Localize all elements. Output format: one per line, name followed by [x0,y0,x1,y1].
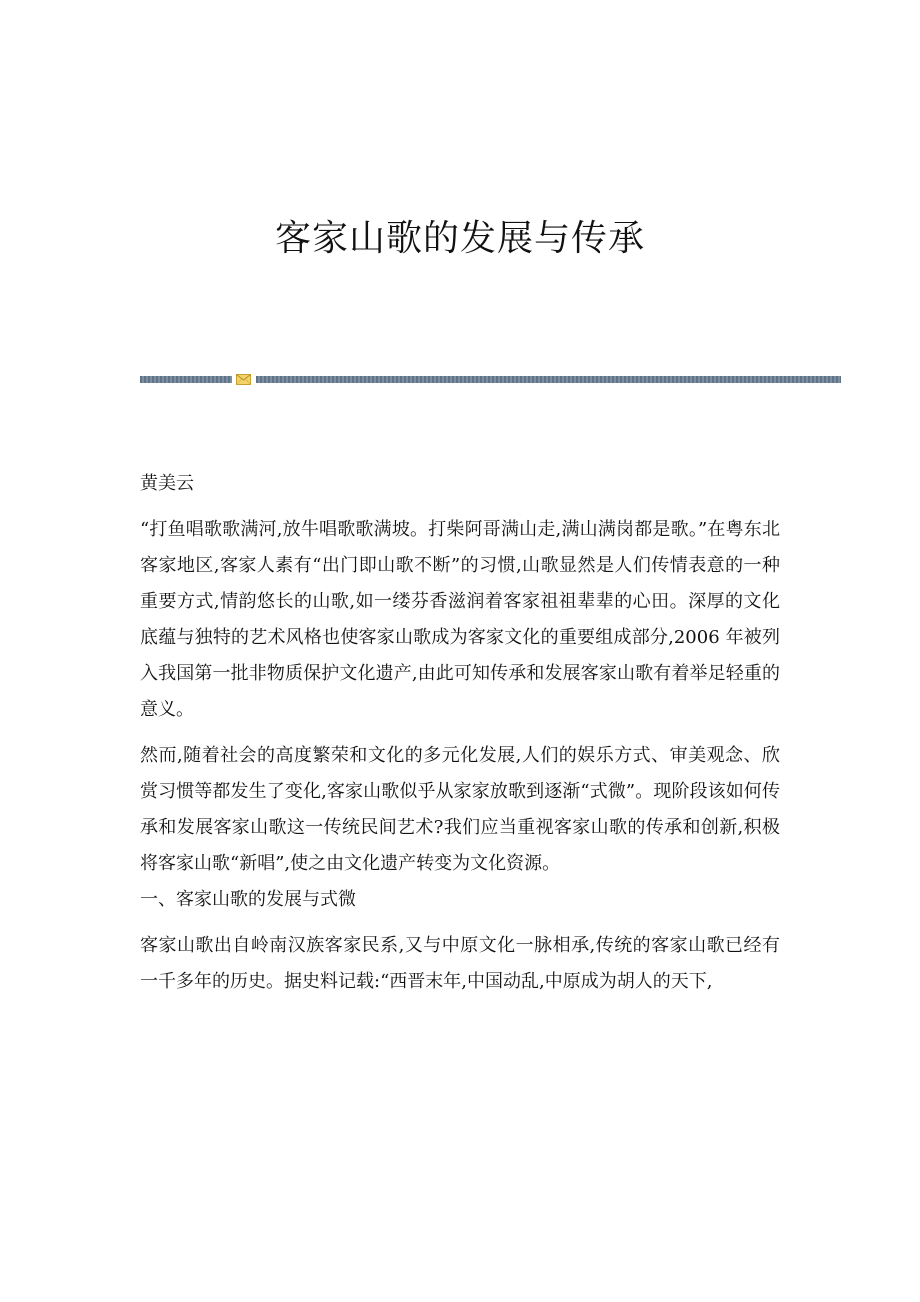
divider-bar-left [140,376,232,383]
title-divider [140,374,841,386]
paragraph-intro: “打鱼唱歌歌满河,放牛唱歌歌满坡。打柴阿哥满山走,满山满岗都是歌。”在粤东北客家地区,客家人素有“出门即山歌不断”的习惯,山歌显然是人们传情表意的一种重要方式,情韵悠长的山歌,如一缕芬香滋润着客家祖祖辈辈的心田。深厚的文化底蕴与独特的艺术风格也使客家山歌成为客家文化的重要组成部分,2006 年被列入我国第一批非物质保护文化遗产,由此可知传承和发展客家山歌有着举足轻重的意义。 [140,519,780,720]
page-title: 客家山歌的发展与传承 [274,218,645,259]
section-heading: 一、客家山歌的发展与式微 [140,889,356,910]
envelope-icon [236,374,251,385]
paragraph-section-one: 客家山歌出自岭南汉族客家民系,又与中原文化一脉相承,传统的客家山歌已经有一千多年的历史。据史料记载:“西晋末年,中国动乱,中原成为胡人的天下, [140,935,780,992]
paragraph-decline: 然而,随着社会的高度繁荣和文化的多元化发展,人们的娱乐方式、审美观念、欣赏习惯等都发生了变化,客家山歌似乎从家家放歌到逐渐“式微”。现阶段该如何传承和发展客家山歌这一传统民间艺术?我们应当重视客家山歌的传承和创新,积极将客家山歌“新唱”,使之由文化遗产转变为文化资源。 [140,745,780,874]
document-body [140,466,780,1000]
author-name: 黄美云 [140,473,194,494]
divider-bar-right [256,376,841,383]
